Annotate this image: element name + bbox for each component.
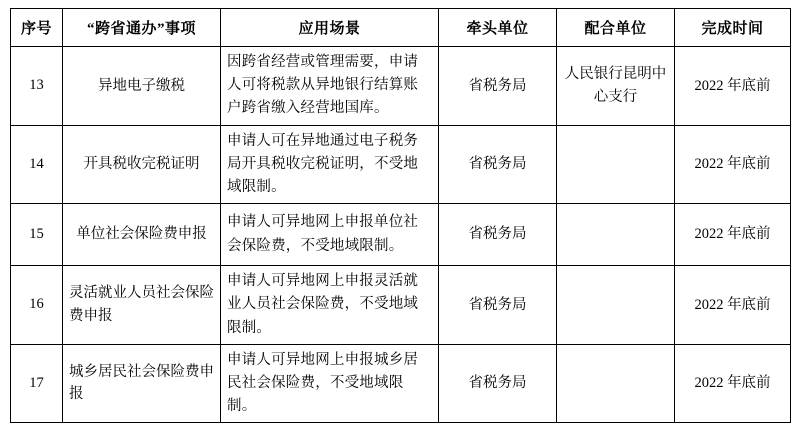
cell-scene: 申请人可异地网上申报单位社会保险费，不受地域限制。 <box>221 204 439 266</box>
cell-lead-unit: 省税务局 <box>439 266 557 345</box>
cell-lead-unit: 省税务局 <box>439 47 557 126</box>
cell-scene: 申请人可在异地通过电子税务局开具税收完税证明，不受地域限制。 <box>221 125 439 204</box>
column-header-lead-unit: 牵头单位 <box>439 9 557 47</box>
cell-deadline: 2022 年底前 <box>675 125 791 204</box>
table-row <box>11 204 791 266</box>
cell-lead-unit: 省税务局 <box>439 204 557 266</box>
cell-scene: 因跨省经营或管理需要，申请人可将税款从异地银行结算账户跨省缴入经营地国库。 <box>221 47 439 126</box>
cell-matter: 异地电子缴税 <box>63 47 221 126</box>
column-header-matter: “跨省通办”事项 <box>63 9 221 47</box>
cell-seq: 13 <box>11 47 63 126</box>
cell-seq: 17 <box>11 344 63 423</box>
table-row <box>11 125 791 204</box>
cell-matter: 灵活就业人员社会保险费申报 <box>63 266 221 345</box>
table-row <box>11 344 791 423</box>
cell-deadline: 2022 年底前 <box>675 47 791 126</box>
table-header <box>11 9 791 47</box>
cell-scene: 申请人可异地网上申报城乡居民社会保险费，不受地域限制。 <box>221 344 439 423</box>
header-row <box>11 9 791 47</box>
cell-support-unit <box>557 125 675 204</box>
column-header-deadline: 完成时间 <box>675 9 791 47</box>
column-header-seq: 序号 <box>11 9 63 47</box>
cell-matter: 单位社会保险费申报 <box>63 204 221 266</box>
cell-support-unit <box>557 204 675 266</box>
table-row <box>11 266 791 345</box>
cell-support-unit <box>557 344 675 423</box>
table-row <box>11 47 791 126</box>
cell-seq: 14 <box>11 125 63 204</box>
cell-seq: 16 <box>11 266 63 345</box>
cell-deadline: 2022 年底前 <box>675 204 791 266</box>
column-header-scene: 应用场景 <box>221 9 439 47</box>
cell-support-unit <box>557 266 675 345</box>
cell-lead-unit: 省税务局 <box>439 125 557 204</box>
cross-province-matters-table <box>10 8 791 423</box>
cell-deadline: 2022 年底前 <box>675 344 791 423</box>
cell-matter: 开具税收完税证明 <box>63 125 221 204</box>
cell-seq: 15 <box>11 204 63 266</box>
cell-support-unit: 人民银行昆明中心支行 <box>557 47 675 126</box>
cell-scene: 申请人可异地网上申报灵活就业人员社会保险费，不受地域限制。 <box>221 266 439 345</box>
cell-deadline: 2022 年底前 <box>675 266 791 345</box>
cell-matter: 城乡居民社会保险费申报 <box>63 344 221 423</box>
table-body <box>11 47 791 423</box>
column-header-support-unit: 配合单位 <box>557 9 675 47</box>
cell-lead-unit: 省税务局 <box>439 344 557 423</box>
